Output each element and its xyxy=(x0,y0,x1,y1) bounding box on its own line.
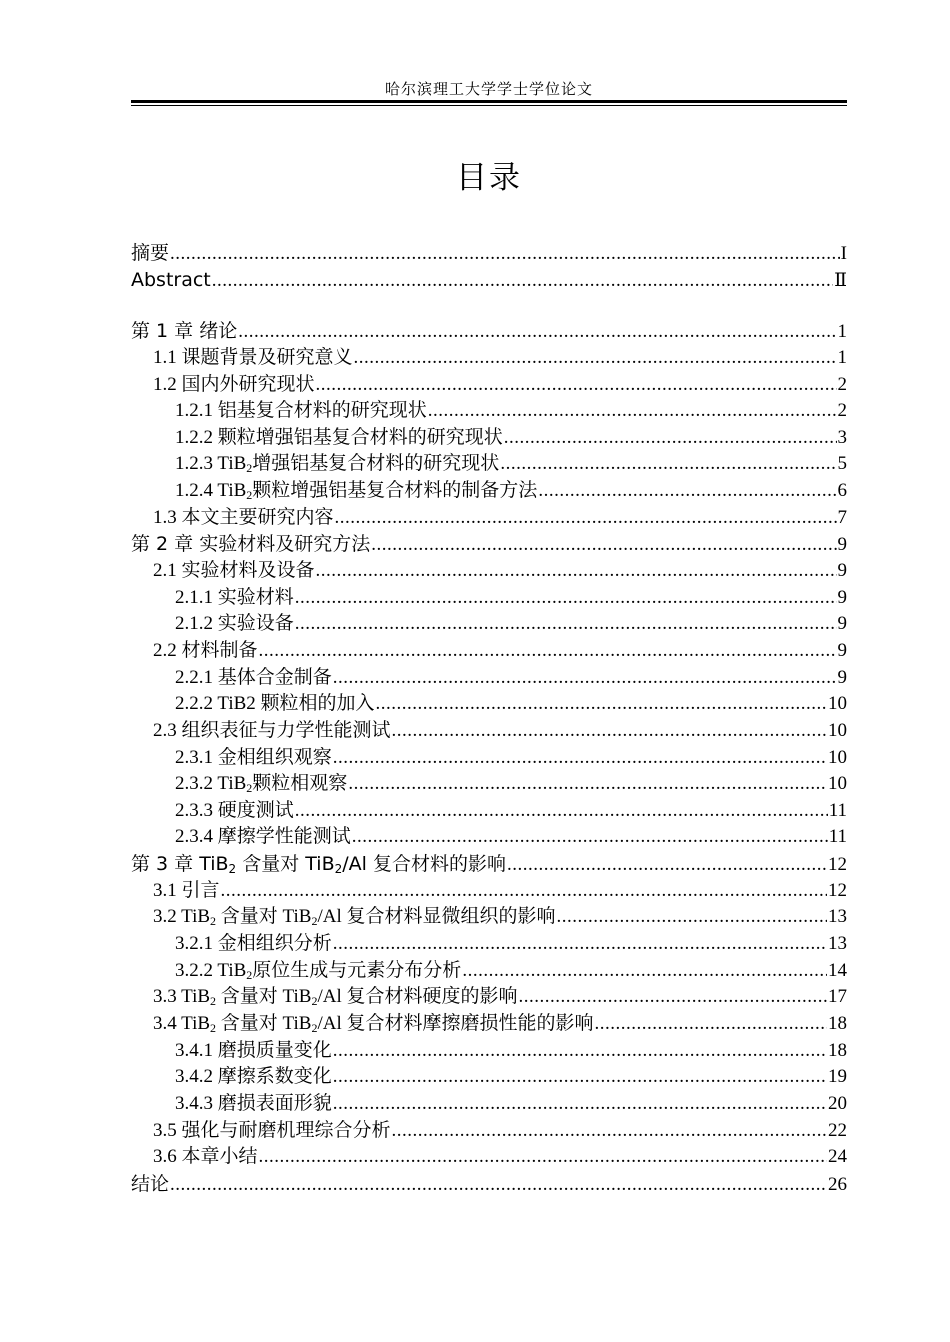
toc-entry[interactable] xyxy=(131,1064,847,1091)
toc-entry-page: 3 xyxy=(837,426,847,448)
toc-entry-page: 10 xyxy=(828,719,847,741)
toc-entry-leader xyxy=(259,638,837,665)
toc-entry-leader xyxy=(371,532,836,559)
toc-entry[interactable] xyxy=(131,558,847,585)
toc-entry-leader xyxy=(316,372,837,399)
toc-entry-leader xyxy=(333,745,827,772)
toc-entry-page: 12 xyxy=(828,879,847,901)
toc-entry[interactable] xyxy=(131,904,847,931)
toc-entry-page: 7 xyxy=(837,506,847,528)
toc-entry-leader xyxy=(392,718,827,745)
toc-entry[interactable] xyxy=(131,1171,847,1198)
toc-entry[interactable] xyxy=(131,798,847,825)
toc-entry-title: 3.4.3 磨损表面形貌 xyxy=(175,1092,332,1114)
toc-entry[interactable] xyxy=(131,531,847,558)
toc-entry-page: 1 xyxy=(837,321,847,343)
toc-entry-page: 9 xyxy=(837,639,847,661)
toc-entry[interactable] xyxy=(131,1038,847,1065)
toc-entry[interactable] xyxy=(131,824,847,851)
toc-entry[interactable] xyxy=(131,1091,847,1118)
toc-entry-title: 1.1 课题背景及研究意义 xyxy=(153,346,353,368)
toc-entry[interactable] xyxy=(131,345,847,372)
toc-entry-page: 10 xyxy=(828,746,847,768)
toc-entry-page: 9 xyxy=(837,586,847,608)
toc-entry-leader xyxy=(507,852,827,879)
toc-entry-page: 13 xyxy=(828,906,847,928)
toc-entry-title: 2.1 实验材料及设备 xyxy=(153,560,315,582)
toc-entry-leader xyxy=(376,691,827,718)
toc-entry-title: 1.2.1 铝基复合材料的研究现状 xyxy=(175,400,427,422)
toc-entry-leader xyxy=(556,904,827,931)
toc-entry-title: Abstract xyxy=(131,268,211,291)
toc-entry-leader xyxy=(170,241,840,268)
toc-entry-leader xyxy=(462,958,827,985)
toc-entry-title: 2.1.2 实验设备 xyxy=(175,613,294,635)
toc-entry-page: 19 xyxy=(828,1066,847,1088)
toc-entry[interactable] xyxy=(131,718,847,745)
toc-entry-title: 3.2 TiB$_2$ 含量对 TiB$_2$/Al 复合材料显微组织的影响 xyxy=(153,906,556,929)
toc-entry[interactable] xyxy=(131,878,847,905)
toc-entry-page: I xyxy=(840,243,847,264)
toc-entry-title: 2.1.1 实验材料 xyxy=(175,586,294,608)
toc-entry-leader xyxy=(392,1118,827,1145)
toc-entry[interactable] xyxy=(131,691,847,718)
toc-entry-leader xyxy=(354,345,837,372)
toc-entry-title: 2.3.4 摩擦学性能测试 xyxy=(175,826,351,848)
toc-entry[interactable] xyxy=(131,398,847,425)
toc-entry-title: 3.6 本章小结 xyxy=(153,1146,258,1168)
toc-entry-leader xyxy=(333,1038,827,1065)
toc-entry-page: Ⅱ xyxy=(834,269,847,291)
header-rule-thin xyxy=(131,105,847,106)
toc-entry-title: 3.3 TiB$_2$ 含量对 TiB$_2$/Al 复合材料硬度的影响 xyxy=(153,986,518,1009)
header-title: 哈尔滨理工大学学士学位论文 xyxy=(384,82,593,98)
toc-entry-page: 9 xyxy=(837,666,847,688)
toc-entry-page: 5 xyxy=(837,453,847,475)
toc-entry[interactable] xyxy=(131,771,847,798)
toc-entry-title: 第 3 章 TiB$_2$ 含量对 TiB$_2$/Al 复合材料的影响 xyxy=(131,853,506,877)
toc-entry-title: 2.2.1 基体合金制备 xyxy=(175,666,332,688)
toc-entry-title: 1.2.3 TiB$_2$增强铝基复合材料的研究现状 xyxy=(175,453,500,476)
toc-entry-title: 3.5 强化与耐磨机理综合分析 xyxy=(153,1119,391,1141)
toc-entry-page: 2 xyxy=(837,373,847,395)
toc-entry-page: 12 xyxy=(828,854,847,876)
toc-entry[interactable] xyxy=(131,585,847,612)
toc-entry[interactable] xyxy=(131,931,847,958)
toc-entry[interactable] xyxy=(131,451,847,478)
toc-entry-title: 2.3.2 TiB$_2$颗粒相观察 xyxy=(175,773,348,796)
toc-entry-title: 1.2 国内外研究现状 xyxy=(153,373,315,395)
toc-entry-title: 摘要 xyxy=(131,242,170,264)
toc-entry-title: 2.2 材料制备 xyxy=(153,639,258,661)
toc-entry-title: 1.2.2 颗粒增强铝基复合材料的研究现状 xyxy=(175,426,503,448)
toc-entry[interactable] xyxy=(131,638,847,665)
toc-entry-leader xyxy=(295,798,828,825)
toc-entry[interactable] xyxy=(131,851,847,878)
toc-entry-page: 17 xyxy=(828,986,847,1008)
toc-entry[interactable] xyxy=(131,478,847,505)
toc-entry-title: 3.4 TiB$_2$ 含量对 TiB$_2$/Al 复合材料摩擦磨损性能的影响 xyxy=(153,1012,594,1035)
toc-entry-page: 26 xyxy=(828,1173,847,1195)
toc-entry-leader xyxy=(335,505,837,532)
toc-entry-leader xyxy=(238,319,836,346)
toc-title: 目录 xyxy=(456,160,522,196)
toc-entry-leader xyxy=(504,425,837,452)
toc-entry-page: 10 xyxy=(828,693,847,715)
toc-entry-page: 18 xyxy=(828,1039,847,1061)
toc-entry-page: 10 xyxy=(828,773,847,795)
toc-entry-page: 22 xyxy=(828,1119,847,1141)
toc-entry-title: 3.4.1 磨损质量变化 xyxy=(175,1039,332,1061)
toc-entry-title: 2.3.3 硬度测试 xyxy=(175,799,294,821)
toc-entry-leader xyxy=(295,611,837,638)
toc-entry-title: 第 1 章 绪论 xyxy=(131,320,238,343)
toc-entry[interactable] xyxy=(131,665,847,692)
toc-entry-page: 9 xyxy=(837,613,847,635)
toc-entry-page: 20 xyxy=(828,1092,847,1114)
toc-entry-leader xyxy=(212,268,833,295)
toc-entry-title: 1.2.4 TiB$_2$颗粒增强铝基复合材料的制备方法 xyxy=(175,480,538,503)
toc-entry-leader xyxy=(518,984,827,1011)
header-rule-thick xyxy=(131,100,847,103)
toc-entry-leader xyxy=(259,1144,827,1171)
toc-entry[interactable] xyxy=(131,372,847,399)
toc-entry-page: 1 xyxy=(837,346,847,368)
toc-entry[interactable] xyxy=(131,958,847,985)
toc-entry-leader xyxy=(316,558,837,585)
toc-entry-page: 14 xyxy=(828,959,847,981)
toc-entry-leader xyxy=(333,931,827,958)
toc-entry-title: 3.2.2 TiB$_2$原位生成与元素分布分析 xyxy=(175,959,462,982)
toc-entry[interactable] xyxy=(131,425,847,452)
toc-entry-title: 2.2.2 TiB2 颗粒相的加入 xyxy=(175,693,375,715)
toc-entry[interactable] xyxy=(131,505,847,532)
toc-entry-page: 11 xyxy=(828,826,847,848)
toc-entry-title: 3.1 引言 xyxy=(153,879,220,901)
toc-entry[interactable] xyxy=(131,1118,847,1145)
toc-entry[interactable] xyxy=(131,267,847,294)
toc-entry-page: 6 xyxy=(837,480,847,502)
toc-entry-leader xyxy=(348,771,827,798)
toc-entry-title: 2.3.1 金相组织观察 xyxy=(175,746,332,768)
toc-entry-title: 3.4.2 摩擦系数变化 xyxy=(175,1066,332,1088)
toc-entry-leader xyxy=(295,585,837,612)
toc-entry-leader xyxy=(333,1064,827,1091)
toc-entry-page: 18 xyxy=(828,1012,847,1034)
toc-entry-page: 9 xyxy=(837,560,847,582)
toc-entry-leader xyxy=(594,1011,827,1038)
toc-entry-leader xyxy=(538,478,836,505)
toc-entry-leader xyxy=(170,1172,827,1199)
toc-entry-title: 结论 xyxy=(131,1172,170,1195)
toc-entry-page: 13 xyxy=(828,933,847,955)
toc-entry[interactable] xyxy=(131,984,847,1011)
toc-entry-page: 24 xyxy=(828,1146,847,1168)
toc-entry-leader xyxy=(333,665,837,692)
toc-entry-page: 9 xyxy=(837,534,847,556)
toc-entry-page: 11 xyxy=(828,799,847,821)
toc-entry-leader xyxy=(428,398,837,425)
toc-entry-leader xyxy=(333,1091,827,1118)
table-of-contents xyxy=(131,240,847,1197)
toc-entry-title: 3.2.1 金相组织分析 xyxy=(175,933,332,955)
toc-entry-title: 第 2 章 实验材料及研究方法 xyxy=(131,533,371,556)
toc-entry[interactable] xyxy=(131,318,847,345)
toc-entry[interactable] xyxy=(131,1144,847,1171)
toc-entry[interactable] xyxy=(131,240,847,267)
toc-entry[interactable] xyxy=(131,745,847,772)
toc-entry-leader xyxy=(221,878,827,905)
toc-entry-title: 2.3 组织表征与力学性能测试 xyxy=(153,719,391,741)
toc-entry[interactable] xyxy=(131,1011,847,1038)
toc-entry-page: 2 xyxy=(837,400,847,422)
toc-entry-leader xyxy=(352,824,828,851)
toc-entry[interactable] xyxy=(131,611,847,638)
toc-entry-leader xyxy=(500,451,836,478)
toc-entry-title: 1.3 本文主要研究内容 xyxy=(153,506,334,528)
